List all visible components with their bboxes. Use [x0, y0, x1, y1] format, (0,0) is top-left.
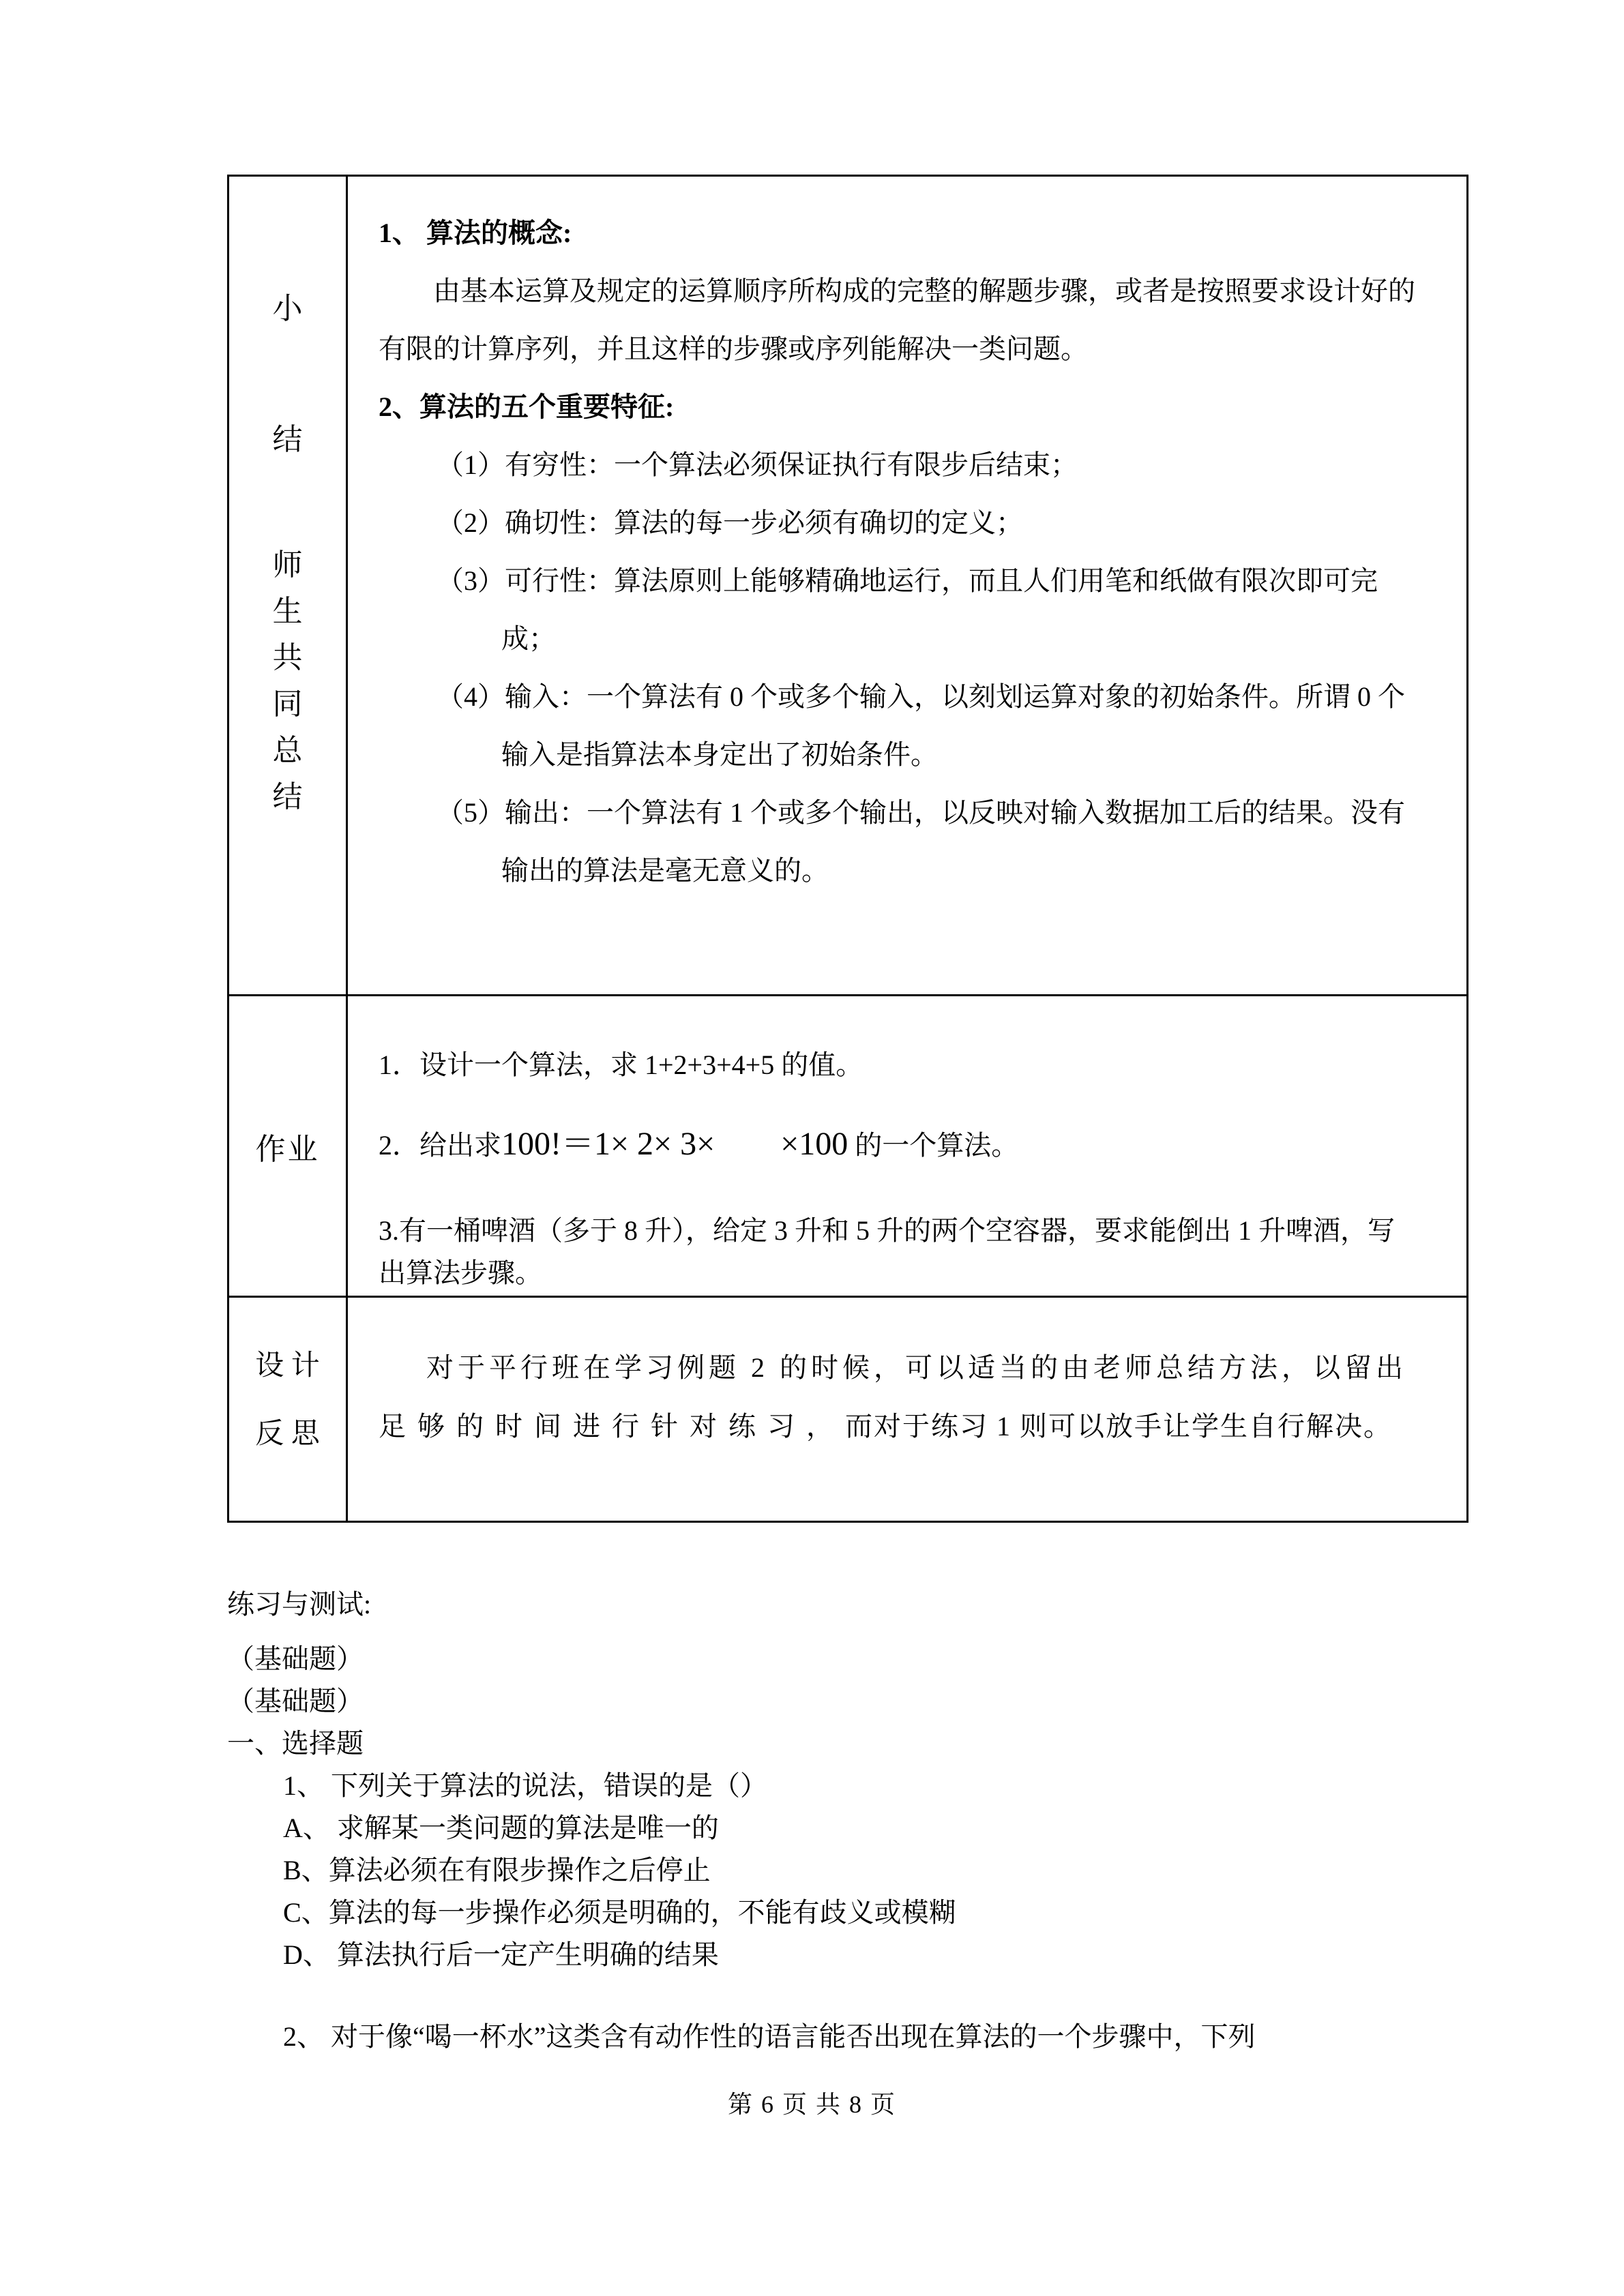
choice-section-title: 一、选择题: [227, 1728, 364, 1759]
reflection-content-cell: [348, 1298, 1466, 1521]
summary-label-char: 师: [272, 548, 303, 582]
summary-row: [229, 177, 1466, 994]
exercises-section: [227, 1583, 1256, 2058]
homework-item-2-suffix: 的一个算法。: [848, 1130, 1019, 1161]
summary-label-cell: [229, 177, 348, 994]
summary-content-cell: [348, 177, 1466, 994]
basic-tag-1: （基础题）: [227, 1643, 364, 1674]
homework-content-cell: [348, 996, 1466, 1296]
homework-label: 作业: [255, 1132, 320, 1166]
summary-label-char: 总: [272, 734, 303, 767]
homework-row: [229, 994, 1466, 1296]
reflection-text-line-2: [379, 1397, 1449, 1456]
page-footer: 第 6 页 共 8 页: [727, 2091, 896, 2118]
homework-item-1: 1．设计一个算法，求 1+2+3+4+5 的值。: [379, 1049, 863, 1080]
homework-item-2-prefix: 2．给出求: [379, 1130, 501, 1161]
question-1: 1、 下列关于算法的说法，错误的是（）: [283, 1770, 767, 1801]
summary-label-char: 结: [272, 423, 303, 456]
reflection-label-line-1: 设 计: [255, 1350, 320, 1382]
summary-label-char: 结: [272, 780, 303, 814]
concept-text-line-2: 有限的计算序列，并且这样的步骤或序列能解决一类问题。: [379, 333, 1088, 364]
reflection-text-rest: 而对于练习 1 则可以放手让学生自行解决。: [845, 1411, 1392, 1442]
feature-3-line-1: （3）可行性：算法原则上能够精确地运行，而且人们用笔和纸做有限次即可完: [437, 565, 1378, 596]
reflection-label-cell: [229, 1298, 348, 1521]
homework-factorial-formula: 100!＝1× 2× 3× ×100: [501, 1126, 848, 1162]
question-2: 2、 对于像“喝一杯水”这类含有动作性的语言能否出现在算法的一个步骤中，下列: [283, 2021, 1256, 2052]
homework-item-3-line-2: 出算法步骤。: [379, 1257, 542, 1288]
question-1-option-b: B、算法必须在有限步操作之后停止: [283, 1855, 711, 1885]
summary-label-char: 同: [272, 687, 303, 721]
homework-item-3-line-1: 3.有一桶啤酒（多于 8 升），给定 3 升和 5 升的两个空容器，要求能倒出 1 升啤酒，写: [379, 1215, 1395, 1246]
concept-text-line-1: 由基本运算及规定的运算顺序所构成的完整的解题步骤，或者是按照要求设计好的: [433, 275, 1415, 306]
reflection-text-spaced: 足够的时间进行针对练习，: [379, 1411, 845, 1442]
homework-item-3: [379, 1210, 1449, 1294]
question-1-option-d: D、 算法执行后一定产生明确的结果: [283, 1939, 719, 1970]
feature-3-line-2: 成；: [501, 623, 556, 654]
feature-2: （2）确切性：算法的每一步必须有确切的定义；: [437, 507, 1023, 538]
concept-heading: 1、 算法的概念:: [379, 218, 572, 248]
feature-5-line-2: 输出的算法是毫无意义的。: [501, 855, 829, 886]
summary-label-char: 共: [272, 641, 303, 674]
features-heading: 2、算法的五个重要特征:: [379, 391, 675, 422]
question-1-option-a: A、 求解某一类问题的算法是唯一的: [283, 1813, 719, 1843]
lesson-plan-table: [227, 175, 1468, 1523]
exercises-title: 练习与测试:: [227, 1589, 372, 1620]
homework-label-cell: [229, 996, 348, 1296]
question-1-option-c: C、算法的每一步操作必须是明确的，不能有歧义或模糊: [283, 1897, 956, 1928]
reflection-text-line-1: 对于平行班在学习例题 2 的时候，可以适当的由老师总结方法，以留出: [426, 1352, 1407, 1383]
summary-label-char: 生: [272, 595, 303, 628]
feature-4-line-1: （4）输入：一个算法有 0 个或多个输入，以刻划运算对象的初始条件。所谓 0 个: [437, 681, 1405, 712]
feature-4-line-2: 输入是指算法本身定出了初始条件。: [501, 739, 938, 770]
feature-5-line-1: （5）输出：一个算法有 1 个或多个输出，以反映对输入数据加工后的结果。没有: [437, 797, 1405, 828]
homework-item-2: [379, 1123, 1449, 1167]
summary-label-char: 小: [272, 292, 303, 325]
basic-tag-2: （基础题）: [227, 1686, 364, 1716]
reflection-label-line-2: 反 思: [255, 1418, 320, 1450]
reflection-row: [229, 1296, 1466, 1521]
feature-1: （1）有穷性：一个算法必须保证执行有限步后结束；: [437, 449, 1078, 480]
